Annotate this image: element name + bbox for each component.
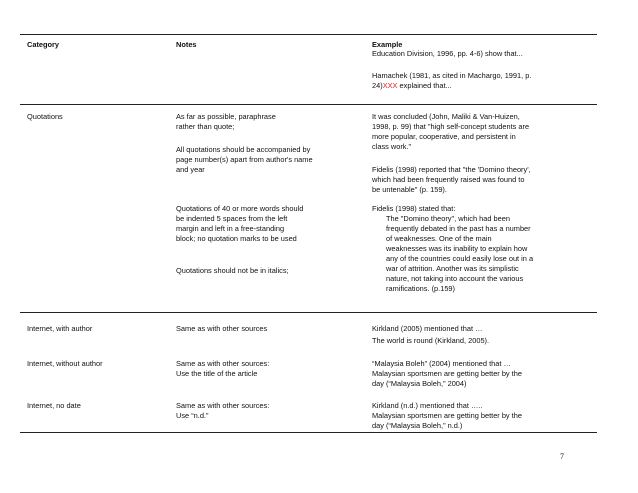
note-internet-author: Same as with other sources — [176, 324, 268, 333]
example-continued-line: Education Division, 1996, pp. 4-6) show that... — [372, 49, 523, 58]
header-category: Category — [27, 40, 60, 49]
note-internet-no-date-l2: Use “n.d.” — [176, 411, 209, 420]
note-paraphrase-l2: rather than quote; — [176, 122, 235, 131]
header-example: Example — [372, 40, 403, 49]
row-divider-quotations — [20, 104, 597, 105]
example-john-l3: more popular, cooperative, and persistent in — [372, 132, 516, 141]
example-internet-no-date-l1: Kirkland (n.d.) mentioned that ….. — [372, 401, 483, 410]
note-block-quote-l1: Quotations of 40 or more words should — [176, 204, 304, 213]
category-internet-no-date: Internet, no date — [27, 401, 81, 410]
note-internet-no-author-l1: Same as with other sources: — [176, 359, 270, 368]
example-fidelis-reported-l3: be untenable" (p. 159). — [372, 185, 447, 194]
note-no-italics: Quotations should not be in italics; — [176, 266, 289, 275]
category-internet-author: Internet, with author — [27, 324, 93, 333]
example-internet-no-author-l3: day (“Malaysia Boleh,” 2004) — [372, 379, 467, 388]
note-block-quote-l3: margin and left in a free-standing — [176, 224, 285, 233]
note-internet-no-date-l1: Same as with other sources: — [176, 401, 270, 410]
example-internet-no-author-l2: Malaysian sportsmen are getting better by the — [372, 369, 522, 378]
block-quote-l1: The "Domino theory", which had been — [386, 214, 510, 223]
example-internet-no-author-l1: “Malaysia Boleh” (2004) mentioned that … — [372, 359, 511, 368]
table-bottom-rule — [20, 432, 597, 433]
block-quote-l3: of weaknesses. One of the main — [386, 234, 492, 243]
example-hamachek-line2 — [372, 81, 452, 91]
header-notes: Notes — [176, 40, 197, 49]
block-quote-l6: war of attrition. Another was its simplistic — [386, 264, 519, 273]
block-quote-l7: nature, not taking into account the various — [386, 274, 524, 283]
example-hamachek-line1: Hamachek (1981, as cited in Machargo, 1991, p. — [372, 71, 532, 80]
example-john-l2: 1998, p. 99) that "high self-concept students are — [372, 122, 530, 131]
note-page-number-l1: All quotations should be accompanied by — [176, 145, 311, 154]
note-block-quote-l2: be indented 5 spaces from the left — [176, 214, 288, 223]
row-divider-internet — [20, 312, 597, 313]
hamachek-red-mark: XXX — [382, 81, 398, 90]
category-internet-no-author: Internet, without author — [27, 359, 103, 368]
category-quotations: Quotations — [27, 112, 63, 121]
block-quote-l4: weaknesses was its inability to explain how — [386, 244, 528, 253]
hamachek-cite: 24) — [372, 81, 383, 90]
note-paraphrase-l1: As far as possible, paraphrase — [176, 112, 276, 121]
example-internet-no-date-l3: day (“Malaysia Boleh,” n.d.) — [372, 421, 463, 430]
example-internet-author-l1: Kirkland (2005) mentioned that … — [372, 324, 483, 333]
example-john-l4: class work." — [372, 142, 412, 151]
page-number: 7 — [560, 452, 564, 461]
example-john-l1: It was concluded (John, Maliki & Van-Huizen, — [372, 112, 520, 121]
example-fidelis-stated-intro: Fidelis (1998) stated that: — [372, 204, 456, 213]
note-page-number-l2: page number(s) apart from author's name — [176, 155, 313, 164]
block-quote-l8: ramifications. (p.159) — [386, 284, 456, 293]
hamachek-tail: explained that... — [397, 81, 452, 90]
example-internet-author-l2: The world is round (Kirkland, 2005). — [372, 336, 490, 345]
block-quote-l2: frequently debated in the past has a number — [386, 224, 531, 233]
note-internet-no-author-l2: Use the title of the article — [176, 369, 258, 378]
note-page-number-l3: and year — [176, 165, 205, 174]
note-block-quote-l4: block; no quotation marks to be used — [176, 234, 297, 243]
example-internet-no-date-l2: Malaysian sportsmen are getting better by the — [372, 411, 522, 420]
block-quote-l5: any of the countries could easily lose out in a — [386, 254, 534, 263]
example-fidelis-reported-l2: which had been frequently raised was found to — [372, 175, 525, 184]
table-top-rule — [20, 34, 597, 35]
example-fidelis-reported-l1: Fidelis (1998) reported that "the 'Domino theory', — [372, 165, 531, 174]
